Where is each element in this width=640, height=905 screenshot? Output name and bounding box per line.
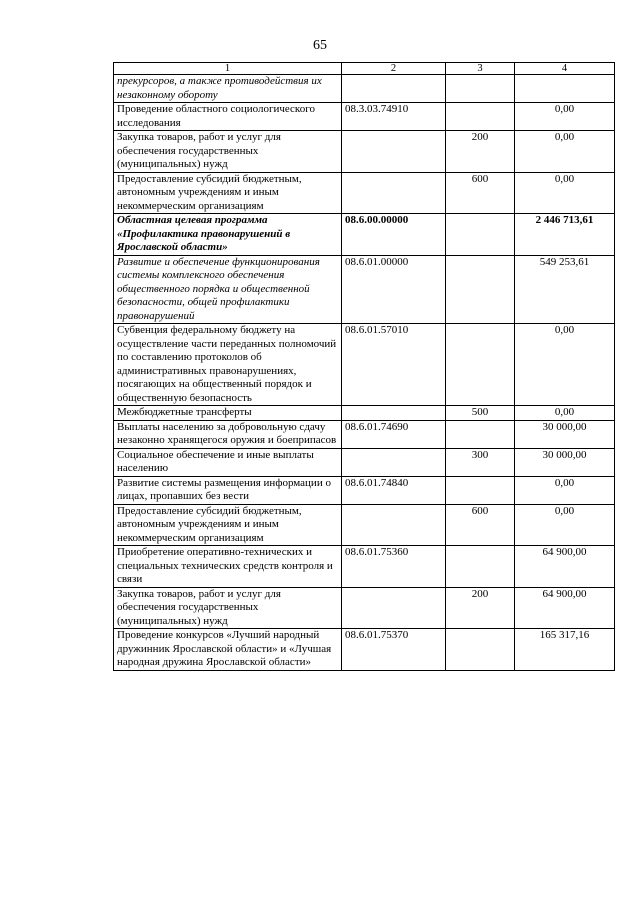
row-amount-cell: 0,00	[515, 131, 615, 173]
row-code-cell	[342, 587, 446, 629]
table-row	[114, 629, 615, 671]
row-type-cell: 300	[446, 448, 515, 476]
table-row	[114, 103, 615, 131]
row-amount-cell: 0,00	[515, 504, 615, 546]
row-amount-cell: 30 000,00	[515, 420, 615, 448]
row-amount-cell: 30 000,00	[515, 448, 615, 476]
row-code-cell	[342, 75, 446, 103]
row-type-cell	[446, 420, 515, 448]
row-amount-cell	[515, 75, 615, 103]
row-amount-cell: 165 317,16	[515, 629, 615, 671]
row-name-cell: Межбюджетные трансферты	[114, 406, 342, 421]
header-col-3: 3	[446, 63, 515, 75]
table-body	[114, 75, 615, 671]
row-name-cell: Проведение конкурсов «Лучший народный дружинник Ярославской области» и «Лучшая народная дружина Ярославской области»	[114, 629, 342, 671]
row-name-cell: Предоставление субсидий бюджетным, автономным учреждениям и иным некоммерческим организациям	[114, 172, 342, 214]
table-row	[114, 214, 615, 256]
table-row	[114, 420, 615, 448]
header-col-4: 4	[515, 63, 615, 75]
header-col-2: 2	[342, 63, 446, 75]
row-type-cell	[446, 255, 515, 324]
row-name-cell: Развитие системы размещения информации о лицах, пропавших без вести	[114, 476, 342, 504]
table-row	[114, 504, 615, 546]
row-type-cell: 600	[446, 504, 515, 546]
table-row	[114, 448, 615, 476]
row-type-cell	[446, 629, 515, 671]
row-code-cell: 08.6.01.74690	[342, 420, 446, 448]
header-row	[114, 63, 615, 75]
row-type-cell	[446, 214, 515, 256]
row-type-cell	[446, 324, 515, 406]
table-row	[114, 324, 615, 406]
row-name-cell: Социальное обеспечение и иные выплаты населению	[114, 448, 342, 476]
table-row	[114, 255, 615, 324]
table-row	[114, 406, 615, 421]
row-amount-cell: 0,00	[515, 406, 615, 421]
row-name-cell: прекурсоров, а также противодействия их незаконному обороту	[114, 75, 342, 103]
table-row	[114, 476, 615, 504]
row-type-cell: 600	[446, 172, 515, 214]
row-type-cell	[446, 75, 515, 103]
row-code-cell: 08.6.01.57010	[342, 324, 446, 406]
row-type-cell	[446, 476, 515, 504]
row-amount-cell: 64 900,00	[515, 546, 615, 588]
row-code-cell	[342, 406, 446, 421]
row-name-cell: Закупка товаров, работ и услуг для обеспечения государственных (муниципальных) нужд	[114, 131, 342, 173]
table-row	[114, 587, 615, 629]
row-code-cell: 08.6.01.75360	[342, 546, 446, 588]
row-name-cell: Закупка товаров, работ и услуг для обеспечения государственных (муниципальных) нужд	[114, 587, 342, 629]
row-type-cell	[446, 546, 515, 588]
row-type-cell: 500	[446, 406, 515, 421]
row-code-cell	[342, 504, 446, 546]
row-code-cell: 08.3.03.74910	[342, 103, 446, 131]
page-number: 65	[313, 38, 327, 53]
budget-table	[113, 62, 615, 671]
row-code-cell: 08.6.01.00000	[342, 255, 446, 324]
row-amount-cell: 64 900,00	[515, 587, 615, 629]
row-amount-cell: 549 253,61	[515, 255, 615, 324]
header-col-1: 1	[114, 63, 342, 75]
row-amount-cell: 0,00	[515, 103, 615, 131]
row-code-cell	[342, 448, 446, 476]
row-name-cell: Проведение областного социологического исследования	[114, 103, 342, 131]
row-amount-cell: 0,00	[515, 172, 615, 214]
table-row	[114, 75, 615, 103]
table-row	[114, 172, 615, 214]
row-name-cell: Субвенция федеральному бюджету на осуществление части переданных полномочий по составлению протоколов об административных правонарушениях, посягающих на общественный порядок и общественную безопасность	[114, 324, 342, 406]
row-type-cell	[446, 103, 515, 131]
row-amount-cell: 2 446 713,61	[515, 214, 615, 256]
row-amount-cell: 0,00	[515, 324, 615, 406]
row-code-cell: 08.6.00.00000	[342, 214, 446, 256]
row-type-cell: 200	[446, 131, 515, 173]
row-code-cell: 08.6.01.74840	[342, 476, 446, 504]
row-code-cell: 08.6.01.75370	[342, 629, 446, 671]
row-name-cell: Предоставление субсидий бюджетным, автономным учреждениям и иным некоммерческим организациям	[114, 504, 342, 546]
row-name-cell: Выплаты населению за добровольную сдачу незаконно хранящегося оружия и боеприпасов	[114, 420, 342, 448]
row-name-cell: Приобретение оперативно-технических и специальных технических средств контроля и связи	[114, 546, 342, 588]
row-code-cell	[342, 172, 446, 214]
table-row	[114, 131, 615, 173]
row-amount-cell: 0,00	[515, 476, 615, 504]
row-type-cell: 200	[446, 587, 515, 629]
row-name-cell: Развитие и обеспечение функционирования системы комплексного обеспечения общественного порядка и общественной безопасности, общей профилактики правонарушений	[114, 255, 342, 324]
table-row	[114, 546, 615, 588]
row-name-cell: Областная целевая программа «Профилактика правонарушений в Ярославской области»	[114, 214, 342, 256]
row-code-cell	[342, 131, 446, 173]
